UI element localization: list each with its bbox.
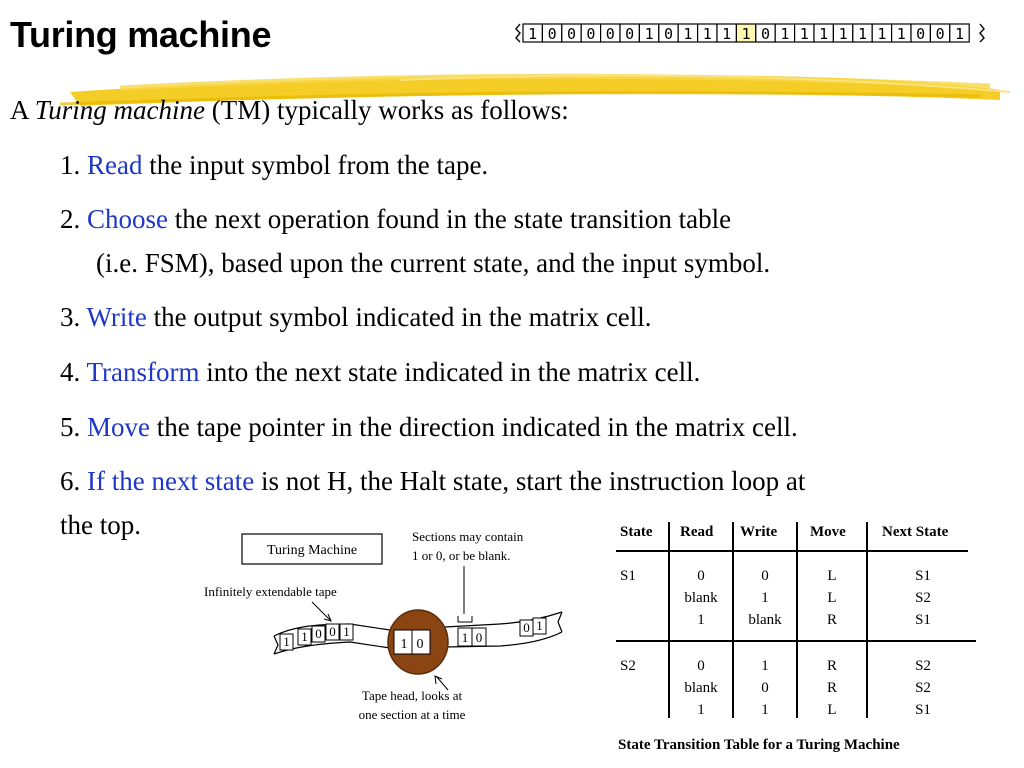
tape-symbol: 1 <box>283 634 290 649</box>
header-tape-symbol: 0 <box>586 25 596 43</box>
header-tape-symbol: 1 <box>741 25 751 43</box>
header-tape-symbol: 0 <box>935 25 945 43</box>
sections-note-line1: Sections may contain <box>412 529 524 544</box>
header-tape-symbol: 1 <box>780 25 790 43</box>
header-tape-symbol: 1 <box>877 25 887 43</box>
svg-text:0: 0 <box>416 637 424 652</box>
table-cell-next: S1 <box>915 568 931 584</box>
header-tape-symbol: 1 <box>644 25 654 43</box>
header-tape-symbol: 0 <box>625 25 635 43</box>
tape-symbol: 1 <box>301 629 308 644</box>
header-tape-symbol: 1 <box>857 25 868 43</box>
col-header-move: Move <box>810 524 846 540</box>
step-3: 3. Write the output symbol indicated in the matrix cell. <box>60 302 652 332</box>
table-cell-write: 1 <box>761 590 769 606</box>
step-2-continuation: (i.e. FSM), based upon the current state, and the input symbol. <box>96 248 771 278</box>
state-transition-table <box>616 520 976 720</box>
header-tape-symbol: 1 <box>799 25 809 43</box>
table-cell-move: R <box>826 612 837 628</box>
diagram-title-label: Turing Machine <box>266 543 358 558</box>
table-cell-next: S2 <box>915 658 931 674</box>
step-6: 6. If the next state is not H, the Halt state, start the instruction loop at <box>60 466 806 496</box>
col-header-next-state: Next State <box>882 524 949 540</box>
table-cell-write: 1 <box>761 658 769 674</box>
tape-symbol: 0 <box>329 624 336 639</box>
tape-symbol: 0 <box>315 626 322 641</box>
table-cell-move: L <box>827 590 837 606</box>
table-cell-next: S2 <box>915 590 931 606</box>
slide-title: Turing machine <box>10 14 272 55</box>
svg-text:1: 1 <box>400 637 408 652</box>
header-tape-symbol: 1 <box>954 25 965 43</box>
header-tape-symbol: 0 <box>547 25 557 43</box>
table-cell-next: S1 <box>915 612 931 628</box>
step-6-continuation: the top. <box>60 510 141 540</box>
header-tape-symbol: 0 <box>663 25 674 43</box>
sections-note-line2: 1 or 0, or be blank. <box>412 548 511 563</box>
table-cell-move: R <box>826 658 837 674</box>
header-tape-symbol: 1 <box>683 25 693 43</box>
table-cell-read: 0 <box>697 568 705 584</box>
table-cell-write: 1 <box>761 702 769 718</box>
header-tape-symbol: 0 <box>916 25 926 43</box>
tape-label: Infinitely extendable tape <box>204 584 337 599</box>
table-cell-write: 0 <box>761 680 769 696</box>
step-1: 1. Read the input symbol from the tape. <box>60 150 489 180</box>
tape-symbol: 0 <box>475 630 483 645</box>
header-tape-symbol: 1 <box>528 25 538 43</box>
step-5: 5. Move the tape pointer in the direction indicated in the matrix cell. <box>60 412 798 442</box>
col-header-read: Read <box>680 524 714 540</box>
table-cell-write: 0 <box>761 568 769 584</box>
tape-symbol: 1 <box>536 618 543 633</box>
step-2: 2. Choose the next operation found in the state transition table <box>60 204 732 234</box>
table-cell-move: L <box>827 702 837 718</box>
tape-symbol: 1 <box>461 630 469 645</box>
tape-head-label-line2: one section at a time <box>358 707 466 722</box>
header-tape-graphic <box>514 20 986 46</box>
header-tape-symbol: 0 <box>605 25 615 43</box>
table-cell-read: 0 <box>697 658 705 674</box>
table-cell-read: 1 <box>697 702 705 718</box>
table-cell-state: S1 <box>620 568 636 584</box>
table-cell-move: R <box>826 680 837 696</box>
tape-symbol: 0 <box>523 620 530 635</box>
step-4: 4. Transform into the next state indicated in the matrix cell. <box>60 357 701 387</box>
table-cell-read: blank <box>684 590 718 606</box>
header-tape-symbol: 1 <box>838 25 848 43</box>
table-cell-read: 1 <box>697 612 705 628</box>
table-cell-read: blank <box>684 680 718 696</box>
header-tape-symbol: 1 <box>819 25 829 43</box>
col-header-write: Write <box>740 524 778 540</box>
header-tape-symbol: 1 <box>722 25 732 43</box>
table-cell-write: blank <box>748 612 782 628</box>
table-cell-move: L <box>827 568 837 584</box>
header-tape-symbol: 1 <box>702 25 712 43</box>
turing-machine-diagram <box>200 524 600 734</box>
table-cell-next: S1 <box>915 702 931 718</box>
table-cell-state: S2 <box>620 658 636 674</box>
header-tape-symbol: 0 <box>760 25 771 43</box>
table-caption: State Transition Table for a Turing Machine <box>618 737 900 753</box>
tape-symbol: 1 <box>343 624 350 639</box>
table-cell-next: S2 <box>915 680 931 696</box>
col-header-state: State <box>620 524 653 540</box>
intro-sentence: A Turing machine (TM) typically works as follows: <box>10 95 569 125</box>
header-tape-symbol: 1 <box>896 25 906 43</box>
header-tape-symbol: 0 <box>566 25 577 43</box>
tape-head-label-line1: Tape head, looks at <box>361 688 463 703</box>
